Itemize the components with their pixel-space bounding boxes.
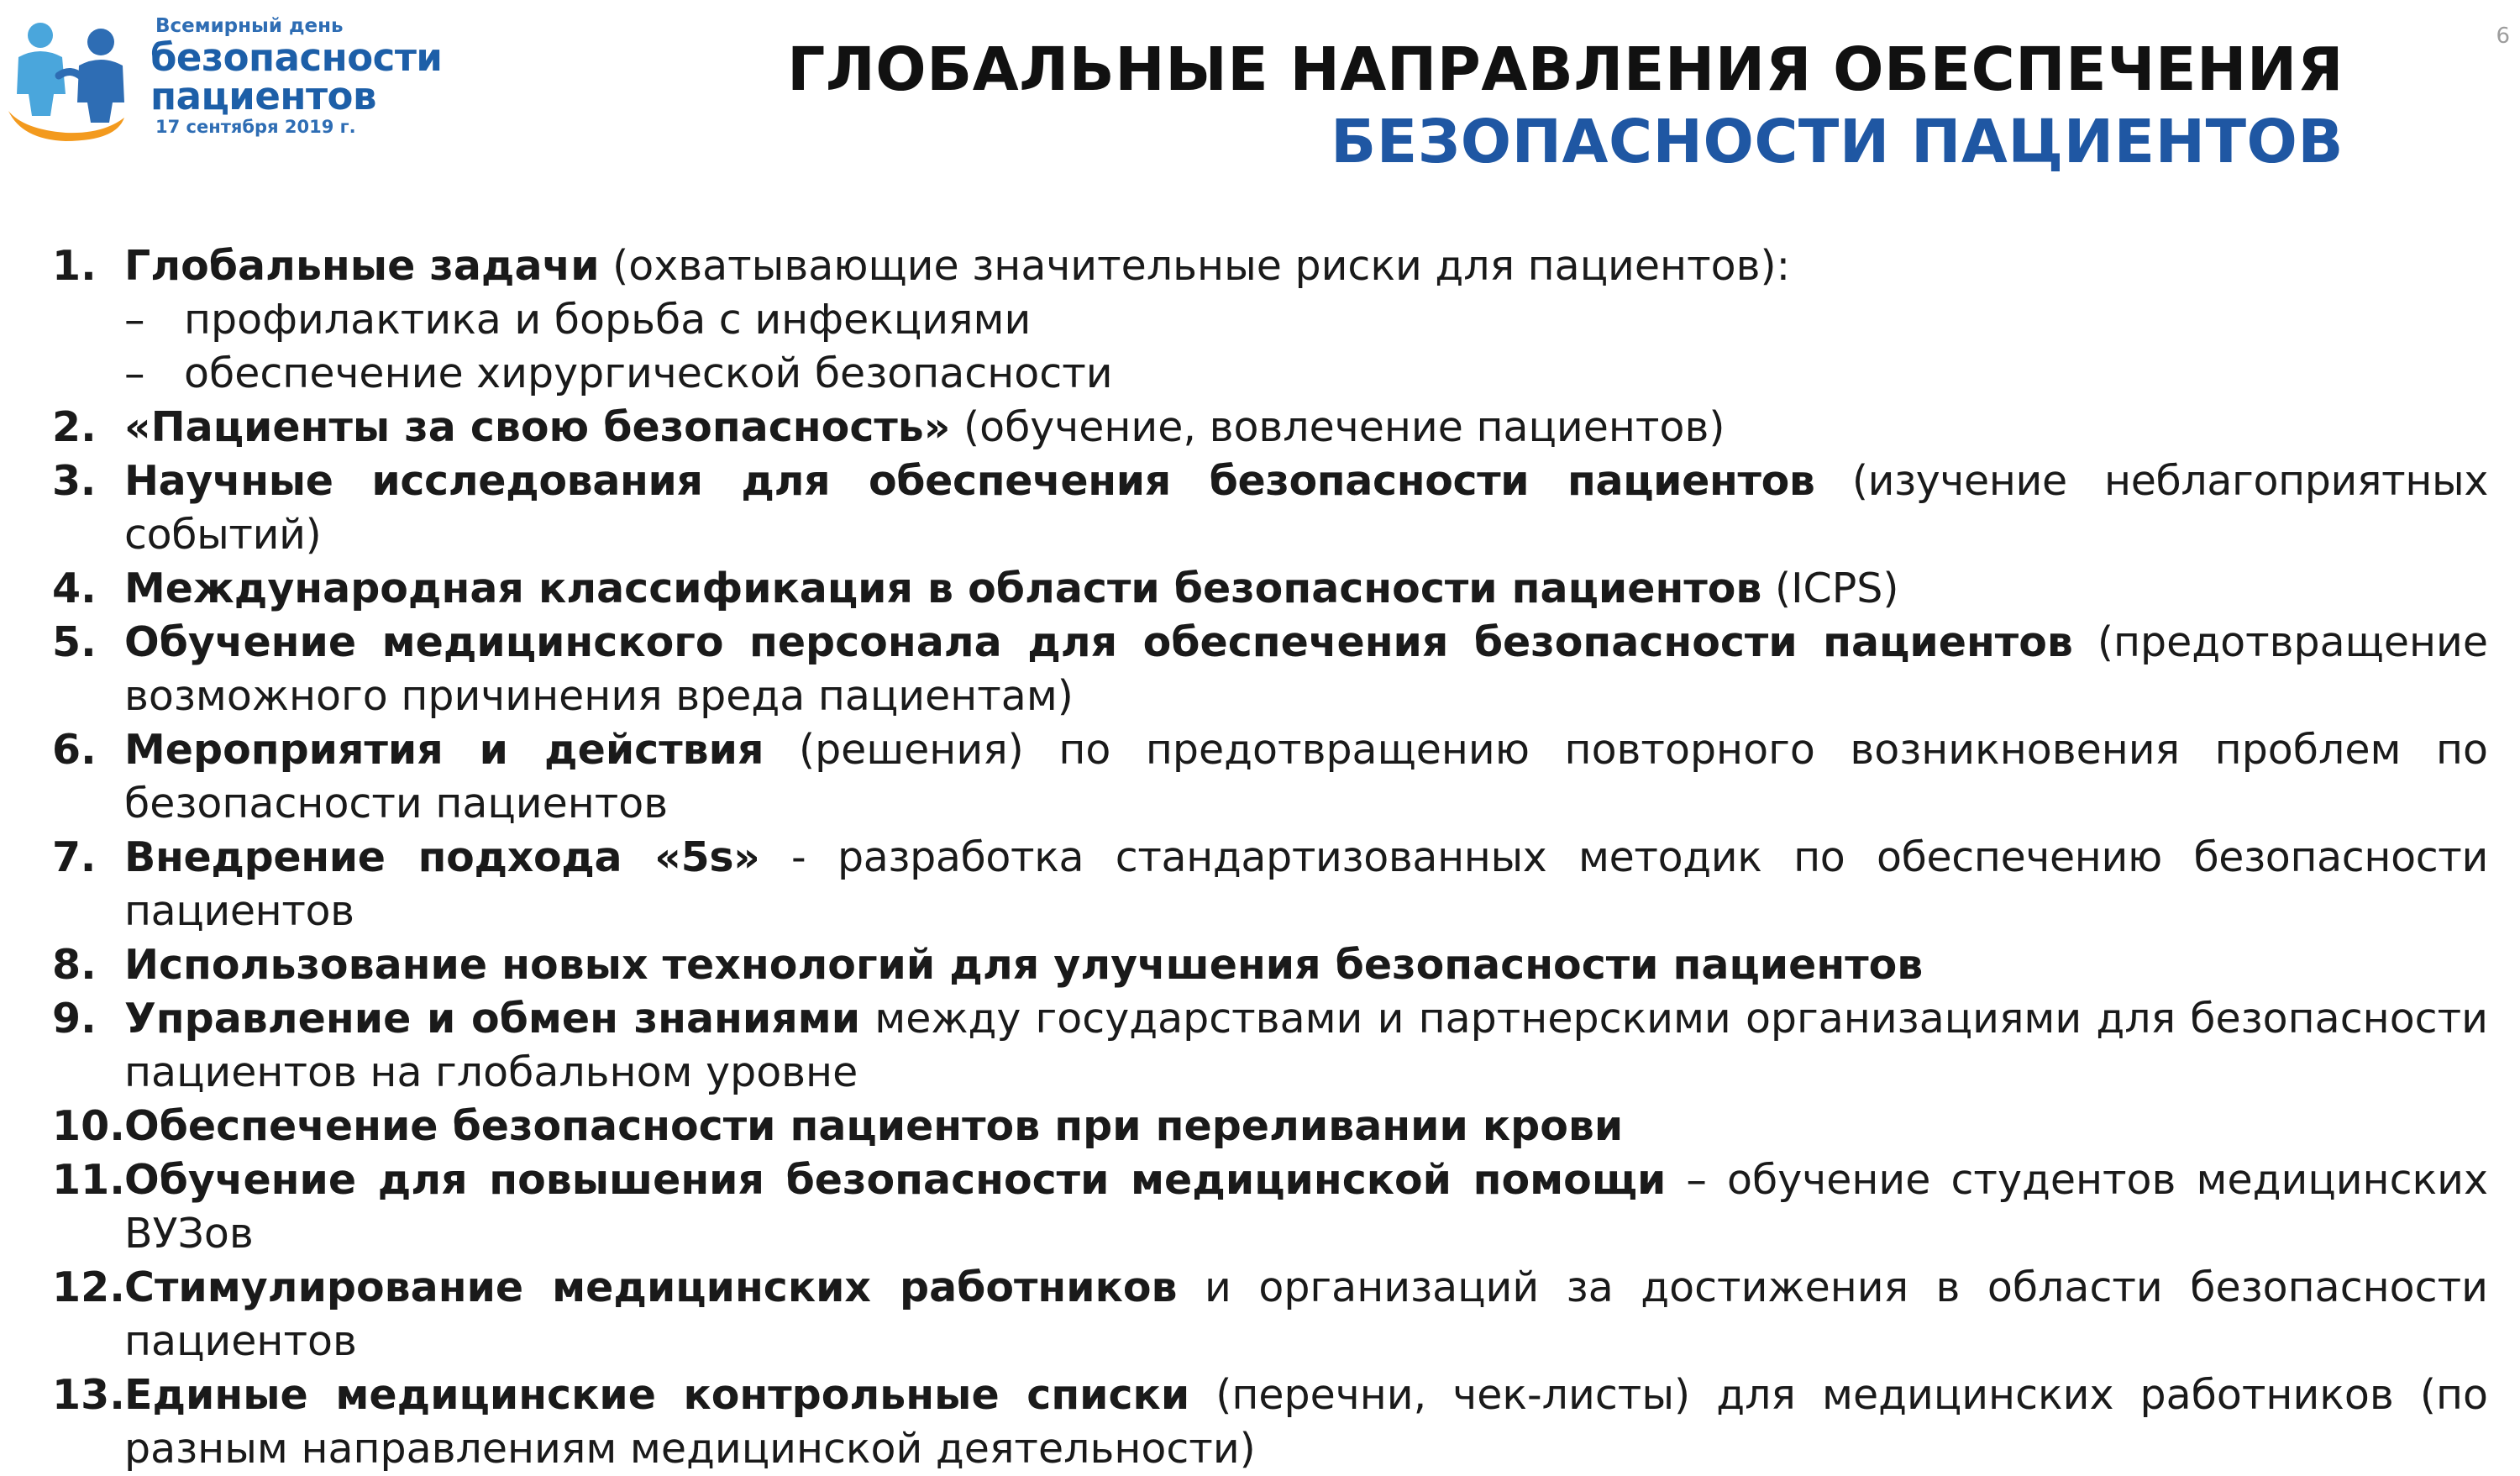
list-number: 7.: [52, 833, 97, 881]
logo-caption-line3: пациентов: [150, 74, 376, 118]
dash-bullet: –: [124, 296, 145, 344]
list-item-heading: «Пациенты за свою безопасность»: [124, 403, 951, 451]
sub-item-text: обеспечение хирургической безопасности: [184, 349, 1113, 397]
list-number: 9.: [52, 995, 97, 1043]
list-number: 13.: [52, 1371, 125, 1419]
list-item-12: [52, 1261, 2488, 1368]
list-item-text: (изучение неблагоприятных событий): [124, 457, 2489, 559]
list-item-text: между государствами и партнерскими организациями для безопасности пациентов на глобальном уровне: [124, 995, 2488, 1096]
list-item-6: [52, 723, 2488, 831]
list-number: 2.: [52, 403, 97, 451]
list-item-3: [52, 454, 2488, 562]
list-item-heading: Обучение для повышения безопасности медицинской помощи: [124, 1156, 1667, 1204]
list-item-text: (предотвращение возможного причинения вреда пациентам): [124, 618, 2489, 720]
sub-item-1: [52, 293, 2488, 347]
dash-bullet: –: [124, 349, 145, 397]
two-people-hands-icon: [7, 17, 133, 141]
list-item-text: (обучение, вовлечение пациентов): [950, 403, 1725, 451]
list-item-text: (решения) по предотвращению повторного возникновения проблем по безопасности пациентов: [124, 726, 2488, 827]
list-item-heading: Внедрение подхода «5s»: [124, 833, 760, 881]
sub-item-2: [52, 347, 2488, 401]
list-item-text: (перечни, чек-листы) для медицинских работников (по разным направлениям медицинской деятельности): [124, 1371, 2488, 1473]
logo-caption-line1: Всемирный день: [155, 15, 344, 37]
list-item-heading: Мероприятия и действия: [124, 726, 764, 774]
list-item-text: и организаций за достижения в области безопасности пациентов: [124, 1263, 2488, 1365]
list-number: 5.: [52, 618, 97, 666]
list-item-11: [52, 1153, 2488, 1261]
list-item-8: [52, 938, 2488, 992]
slide-title-line2: БЕЗОПАСНОСТИ ПАЦИЕНТОВ: [1331, 107, 2344, 176]
list-item-heading: Международная классификация в области безопасности пациентов: [124, 565, 1762, 612]
list-item-13: [52, 1368, 2488, 1476]
list-number: 12.: [52, 1263, 125, 1311]
list-item-heading: Обеспечение безопасности пациентов при переливании крови: [124, 1102, 1624, 1150]
list-item-7: [52, 831, 2488, 938]
directions-list: [52, 239, 2488, 1476]
sub-item-text: профилактика и борьба с инфекциями: [184, 296, 1032, 344]
list-number: 3.: [52, 457, 97, 505]
list-item-2: [52, 401, 2488, 454]
list-number: 10.: [52, 1102, 125, 1150]
list-item-text: - разработка стандартизованных методик по обеспечению безопасности пациентов: [124, 833, 2488, 935]
list-item-heading: Глобальные задачи: [124, 242, 600, 290]
list-number: 1.: [52, 242, 97, 290]
list-item-heading: Научные исследования для обеспечения безопасности пациентов: [124, 457, 1815, 505]
list-number: 6.: [52, 726, 97, 774]
list-item-text: (ICPS): [1761, 565, 1899, 612]
list-item-4: [52, 562, 2488, 616]
list-number: 8.: [52, 941, 97, 989]
event-logo: [7, 13, 444, 144]
list-item-text: – обучение студентов медицинских ВУЗов: [124, 1156, 2488, 1258]
list-item-10: [52, 1100, 2488, 1153]
list-item-heading: Стимулирование медицинских работников: [124, 1263, 1178, 1311]
list-item-heading: Обучение медицинского персонала для обеспечения безопасности пациентов: [124, 618, 2073, 666]
list-item-text: (охватывающие значительные риски для пациентов):: [599, 242, 1791, 290]
list-item-5: [52, 616, 2488, 723]
logo-caption-line2: безопасности: [150, 35, 443, 80]
list-item-1: [52, 239, 2488, 293]
slide-title-line1: ГЛОБАЛЬНЫЕ НАПРАВЛЕНИЯ ОБЕСПЕЧЕНИЯ: [787, 34, 2344, 104]
page-number: 6: [2496, 24, 2510, 49]
list-item-heading: Управление и обмен знаниями: [124, 995, 861, 1043]
list-item-heading: Единые медицинские контрольные списки: [124, 1371, 1190, 1419]
slide-title: [787, 34, 2344, 178]
list-item-heading: Использование новых технологий для улучшения безопасности пациентов: [124, 941, 1924, 989]
list-number: 4.: [52, 565, 97, 612]
list-number: 11.: [52, 1156, 125, 1204]
logo-date: 17 сентября 2019 г.: [155, 117, 356, 137]
list-item-9: [52, 992, 2488, 1100]
